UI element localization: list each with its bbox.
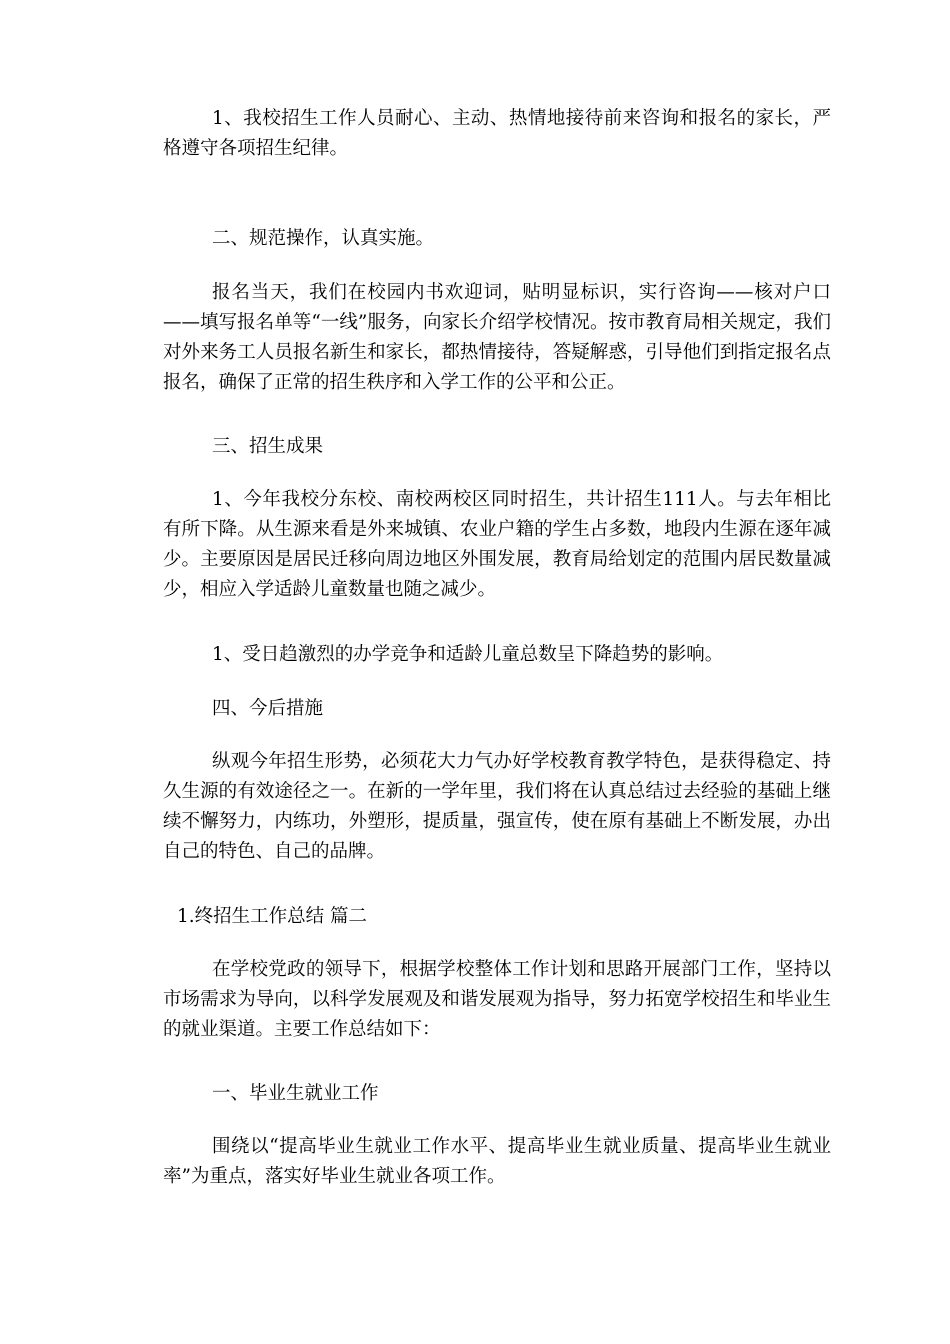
heading-recruitment-results: 三、招生成果: [212, 436, 324, 457]
paragraph-recruitment-staff: 1、我校招生工作人员耐心、主动、热情地接待前来咨询和报名的家长，严格遵守各项招生纪律。: [163, 108, 831, 159]
heading-graduate-employment: 一、毕业生就业工作: [212, 1083, 379, 1104]
paragraph-party-leadership: 在学校党政的领导下，根据学校整体工作计划和思路开展部门工作，坚持以市场需求为导向，以科学发展观及和谐发展观为指导，努力拓宽学校招生和毕业生的就业渠道。主要工作总结如下：: [163, 959, 831, 1040]
section-title-part-two: 1.终招生工作总结 篇二: [177, 906, 368, 927]
heading-future-measures: 四、今后措施: [212, 698, 324, 719]
heading-standard-operation: 二、规范操作，认真实施。: [212, 228, 435, 249]
paragraph-future-plan: 纵观今年招生形势，必须花大力气办好学校教育教学特色，是获得稳定、持久生源的有效途径之一。在新的一学年里，我们将在认真总结过去经验的基础上继续不懈努力，内练功，外塑形，提质量，强宣传，使在原有基础上不断发展，办出自己的特色、自己的品牌。: [163, 751, 831, 862]
paragraph-recruitment-count: 1、今年我校分东校、南校两校区同时招生，共计招生111人。与去年相比有所下降。从生源来看是外来城镇、农业户籍的学生占多数，地段内生源在逐年减少。主要原因是居民迁移向周边地区外围发展，教育局给划定的范围内居民数量减少，相应入学适龄儿童数量也随之减少。: [163, 489, 831, 600]
paragraph-employment-focus: 围绕以“提高毕业生就业工作水平、提高毕业生就业质量、提高毕业生就业率”为重点，落实好毕业生就业各项工作。: [163, 1136, 831, 1187]
paragraph-registration-day: 报名当天，我们在校园内书欢迎词，贴明显标识，实行咨询——核对户口——填写报名单等“一线”服务，向家长介绍学校情况。按市教育局相关规定，我们对外来务工人员报名新生和家长，都热情接待，答疑解惑，引导他们到指定报名点报名，确保了正常的招生秩序和入学工作的公平和公正。: [163, 282, 831, 393]
paragraph-competition-impact: 1、受日趋激烈的办学竞争和适龄儿童总数呈下降趋势的影响。: [212, 644, 724, 665]
